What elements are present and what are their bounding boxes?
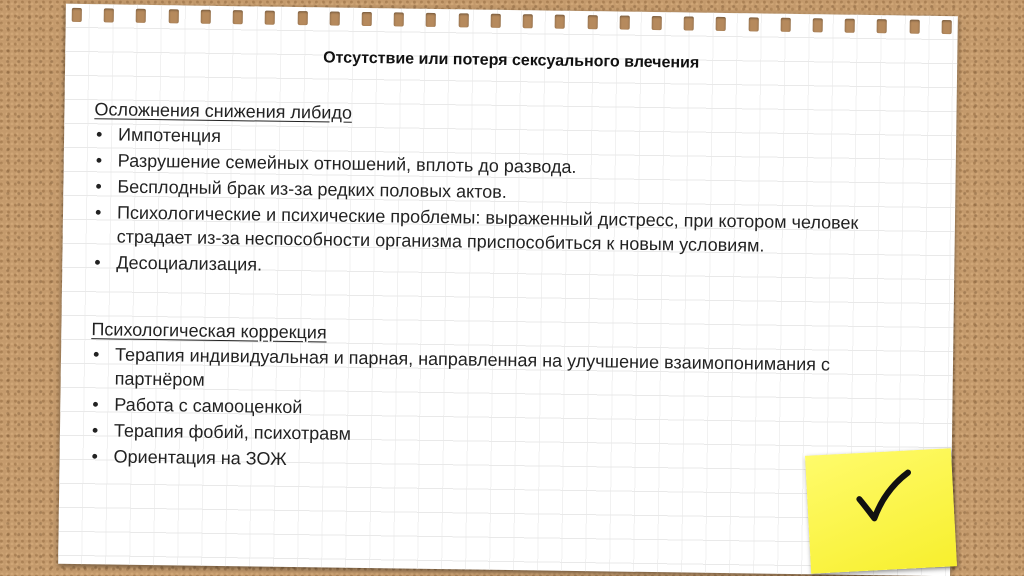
binder-hole <box>587 15 597 29</box>
binder-hole <box>780 18 790 32</box>
bullet: • <box>92 344 100 365</box>
binder-hole <box>942 20 952 34</box>
list-item-text: Работа с самооценкой <box>114 394 303 418</box>
binder-hole <box>362 12 372 26</box>
binder-hole <box>233 10 243 24</box>
checkmark-icon <box>852 466 915 529</box>
binder-hole <box>716 17 726 31</box>
list-item-text: Терапия фобий, психотравм <box>113 420 352 444</box>
binder-hole <box>168 9 178 23</box>
list-item <box>93 200 914 259</box>
binder-hole <box>201 10 211 24</box>
section-heading-complications: Осложнения снижения либидо <box>94 99 353 123</box>
binder-hole <box>491 14 501 28</box>
list-item-text: Разрушение семейных отношений, вплоть до развода. <box>117 150 577 177</box>
binder-hole <box>523 14 533 28</box>
binder-hole <box>813 18 823 32</box>
list-item-text: Бесплодный брак из-за редких половых актов. <box>117 176 507 202</box>
bullet: • <box>95 124 103 145</box>
binder-hole <box>555 15 565 29</box>
binder-hole <box>136 9 146 23</box>
bullet: • <box>94 252 101 273</box>
list-item-text: Ориентация на ЗОЖ <box>113 446 287 469</box>
binder-hole <box>652 16 662 30</box>
binder-hole <box>684 16 694 30</box>
binder-hole <box>748 17 758 31</box>
list-item-text: Импотенция <box>117 124 222 146</box>
list-item-text: Психологические и психические проблемы: выраженный дистресс, при котором человек страдает из-за неспособности организма приспособиться к новым условиям. <box>116 202 859 256</box>
bullet: • <box>95 150 103 171</box>
binder-hole <box>104 8 114 22</box>
binder-hole <box>297 11 307 25</box>
binder-hole <box>909 20 919 34</box>
bullet: • <box>91 420 99 441</box>
binder-hole <box>619 16 629 30</box>
binder-holes <box>72 8 952 36</box>
list-item <box>91 342 912 401</box>
sticky-note <box>805 448 957 573</box>
page-title: Отсутствие или потеря сексуального влечения <box>323 49 700 72</box>
binder-hole <box>72 8 82 22</box>
bullet: • <box>95 176 102 197</box>
correction-list <box>89 342 911 479</box>
binder-hole <box>845 19 855 33</box>
list-item-text: Десоциализация. <box>116 252 263 275</box>
list-item-text: Терапия индивидуальная и парная, направленная на улучшение взаимопонимания с партнёром <box>114 344 831 390</box>
binder-hole <box>329 11 339 25</box>
section-heading-correction: Психологическая коррекция <box>91 319 327 343</box>
bullet: • <box>94 202 102 223</box>
binder-hole <box>394 12 404 26</box>
binder-hole <box>877 19 887 33</box>
binder-hole <box>265 11 275 25</box>
bullet: • <box>92 394 99 415</box>
complications-list <box>92 122 914 285</box>
binder-hole <box>426 13 436 27</box>
content <box>89 96 914 481</box>
binder-hole <box>458 13 468 27</box>
bullet: • <box>91 446 99 467</box>
